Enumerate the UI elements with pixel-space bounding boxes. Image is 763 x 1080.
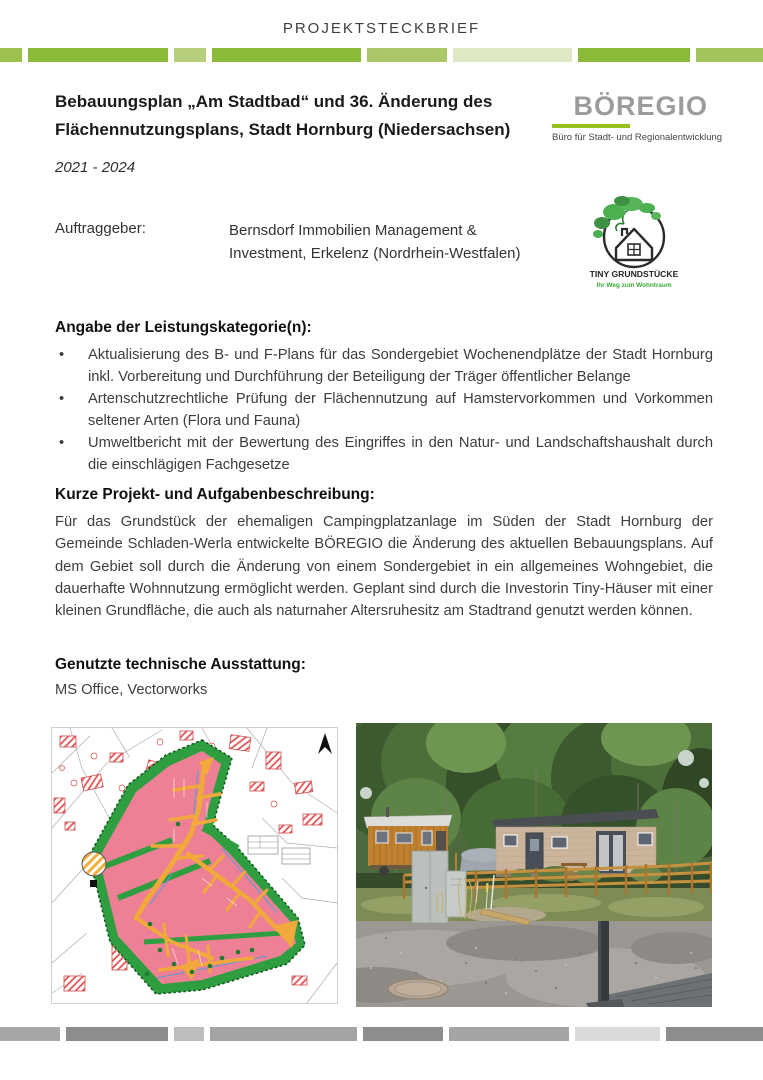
map-marker xyxy=(90,880,97,887)
bottom-bar-segment xyxy=(66,1027,168,1041)
tiny-grundstuecke-logo-graphic xyxy=(584,196,684,292)
site-plan-figure xyxy=(51,727,338,1004)
categories-heading: Angabe der Leistungskategorie(n): xyxy=(55,319,312,336)
boeregio-tagline: Büro für Stadt- und Regionalentwicklung xyxy=(552,131,723,143)
bullet-glyph: • xyxy=(59,391,65,408)
parking-circle xyxy=(82,852,106,876)
categories-list xyxy=(55,345,713,478)
list-item-text: Aktualisierung des B- und F-Plans für das Sondergebiet Wochenendplätze der Stadt Hornburg inkl. Vorbereitung und Durchführung der Beteiligung der Träger öffentlicher Belange xyxy=(88,347,713,385)
list-item xyxy=(55,389,713,432)
bottom-bar-segment xyxy=(174,1027,204,1041)
boeregio-green-rule xyxy=(552,124,630,128)
top-bar-segment xyxy=(0,48,22,62)
project-period: 2021 - 2024 xyxy=(55,159,136,176)
equipment-value: MS Office, Vectorworks xyxy=(55,682,208,698)
top-bar-segment xyxy=(696,48,763,62)
client-label: Auftraggeber: xyxy=(55,220,146,237)
top-bar-segment xyxy=(453,48,572,62)
list-item xyxy=(55,345,713,388)
top-bar-segment xyxy=(28,48,168,62)
boeregio-wordmark: BÖREGIO xyxy=(573,91,708,121)
description-body: Für das Grundstück der ehemaligen Campingplatzanlage im Süden der Stadt Hornburg der Gemeinde Schladen-Werla entwickelte BÖREGIO die Änderung des aktuellen Bebauungsplans. Auf dem Gebiet soll durch die Änderung von einem Sondergebiet in ein allgemeines Wohngebiet, die dauerhafte Wohnnutzung ermöglicht werden. Geplant sind durch die Investorin Tiny-Häuser mit einer kleinen Grundfläche, die auch als naturnaher Altersruhesitz am Stadtrand genutzt werden können. xyxy=(55,514,713,620)
tiny-tagline: Ihr Weg zum Wohntraum xyxy=(596,282,672,289)
manhole-cover xyxy=(388,979,448,999)
house-icon xyxy=(616,229,652,260)
bottom-bar-segment xyxy=(210,1027,357,1041)
top-bar-segment xyxy=(578,48,690,62)
top-bar-segment xyxy=(174,48,206,62)
bottom-bar-segment xyxy=(449,1027,569,1041)
tiny-wordmark: TINY GRUNDSTÜCKE xyxy=(589,269,679,279)
description-heading: Kurze Projekt- und Aufgabenbeschreibung: xyxy=(55,486,375,503)
page-title: PROJEKTSTECKBRIEF xyxy=(282,20,481,37)
client-row xyxy=(55,220,531,265)
top-bar-segment xyxy=(212,48,361,62)
bullet-glyph: • xyxy=(59,347,65,363)
list-item xyxy=(55,433,713,476)
client-value: Bernsdorf Immobilien Management & Investment, Erkelenz (Nordrhein-Westfalen) xyxy=(229,222,521,262)
boeregio-logo xyxy=(552,91,723,143)
tiny-houses-photo xyxy=(356,723,712,1007)
top-decorative-bar xyxy=(0,48,763,62)
list-item-text: Artenschutzrechtliche Prüfung der Flächennutzung auf Hamstervorkommen und Vorkommen seltener Arten (Flora und Fauna) xyxy=(88,391,713,429)
list-item-text: Umweltbericht mit der Bewertung des Eingriffes in den Natur- und Landschaftshaushalt durch die einschlägigen Fachgesetze xyxy=(88,435,713,474)
bottom-bar-segment xyxy=(666,1027,763,1041)
bottom-decorative-bar xyxy=(0,1027,763,1041)
top-bar-segment xyxy=(367,48,447,62)
site-plan-map xyxy=(52,728,337,1003)
grass-strip xyxy=(356,888,712,926)
site-photo-figure xyxy=(356,723,712,1007)
project-title: Bebauungsplan „Am Stadtbad“ und 36. Änderung des Flächennutzungsplans, Stadt Hornburg (Niedersachsen) xyxy=(55,92,511,139)
bullet-glyph: • xyxy=(59,435,65,452)
bottom-bar-segment xyxy=(0,1027,60,1041)
bottom-bar-segment xyxy=(363,1027,443,1041)
bottom-bar-segment xyxy=(575,1027,660,1041)
tiny-grundstuecke-logo xyxy=(584,196,684,292)
equipment-heading: Genutzte technische Ausstattung: xyxy=(55,656,306,673)
